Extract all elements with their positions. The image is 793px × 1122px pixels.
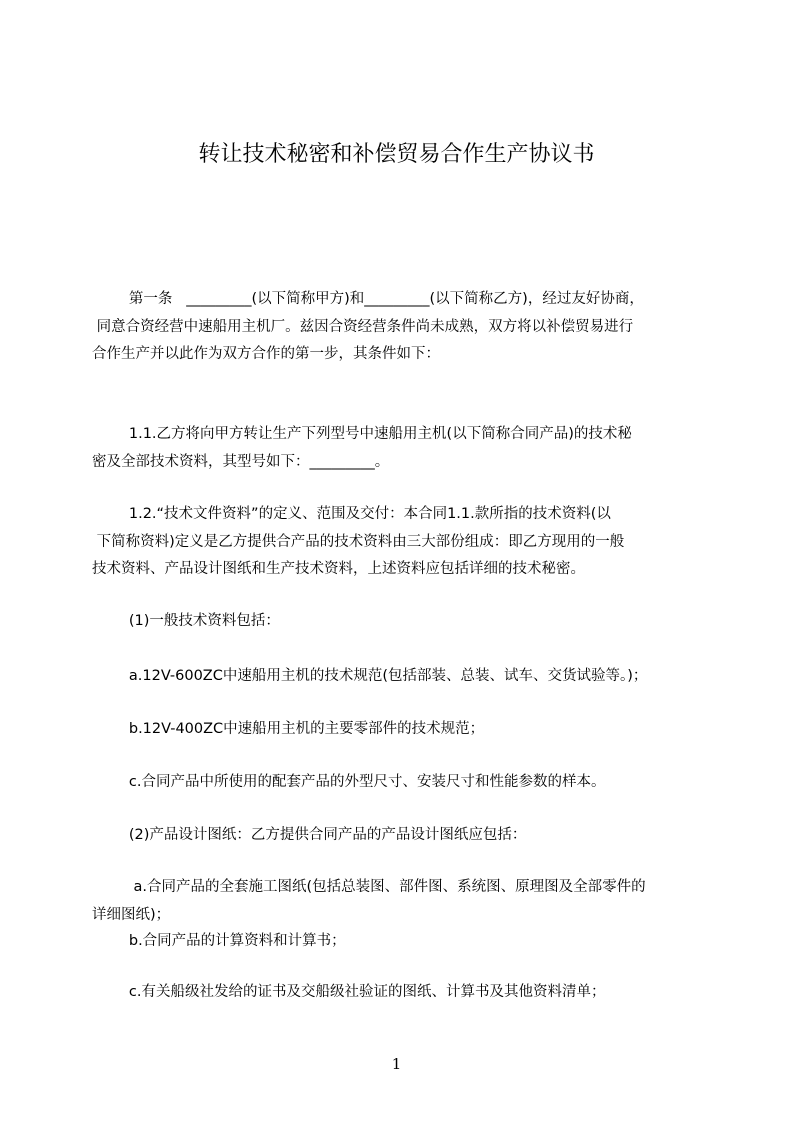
paragraph-line: (2)产品设计图纸：乙方提供合同产品的产品设计图纸应包括：: [92, 827, 527, 843]
paragraph: [92, 286, 722, 369]
paragraph-line: 第一条 _________(以下简称甲方)和_________(以下简称乙方)，经过友好协商，: [92, 291, 644, 307]
paragraph-line: 同意合资经营中速船用主机厂。兹因合资经营条件尚未成熟，双方将以补偿贸易进行: [92, 318, 634, 335]
paragraph: [92, 608, 722, 636]
paragraph: [92, 421, 722, 476]
paragraph-line: 合作生产并以此作为双方合作的第一步，其条件如下：: [92, 346, 440, 362]
paragraph: [92, 716, 722, 744]
paragraph-line: a.12V-600ZC中速船用主机的技术规范(包括部装、总装、试车、交货试验等。)；: [92, 668, 648, 684]
page-number: 1: [391, 1055, 402, 1073]
paragraph-line: c.合同产品中所使用的配套产品的外型尺寸、安装尺寸和性能参数的样本。: [92, 774, 606, 790]
paragraph: [92, 979, 722, 1007]
document-title: 转让技术秘密和补偿贸易合作生产协议书: [198, 142, 595, 167]
paragraph-line: b.合同产品的计算资料和计算书；: [92, 933, 346, 949]
paragraph-line: b.12V-400ZC中速船用主机的主要零部件的技术规范；: [92, 721, 485, 737]
paragraph: [92, 822, 722, 850]
paragraph: [92, 874, 722, 929]
paragraph-line: a.合同产品的全套施工图纸(包括总装图、部件图、系统图、原理图及全部零件的: [92, 879, 646, 895]
paragraph-line: 1.2.“技术文件资料”的定义、范围及交付：本合同1.1.款所指的技术资料(以: [92, 506, 611, 522]
paragraph: [92, 501, 722, 584]
paragraph-line: 技术资料、产品设计图纸和生产技术资料，上述资料应包括详细的技术秘密。: [92, 561, 585, 577]
paragraph-line: c.有关船级社发给的证书及交船级社验证的图纸、计算书及其他资料清单；: [92, 984, 606, 1000]
paragraph-line: 1.1.乙方将向甲方转让生产下列型号中速船用主机(以下简称合同产品)的技术秘: [92, 426, 632, 442]
paragraph: [92, 663, 722, 691]
paragraph: [92, 928, 722, 956]
paragraph-line: (1)一般技术资料包括：: [92, 613, 280, 629]
paragraph-line: 密及全部技术资料，其型号如下：_________。: [92, 453, 390, 470]
paragraph-line: 下简称资料)定义是乙方提供合产品的技术资料由三大部份组成：即乙方现用的一般: [92, 533, 625, 550]
paragraph-line: 详细图纸)；: [92, 906, 171, 923]
paragraph: [92, 769, 722, 797]
